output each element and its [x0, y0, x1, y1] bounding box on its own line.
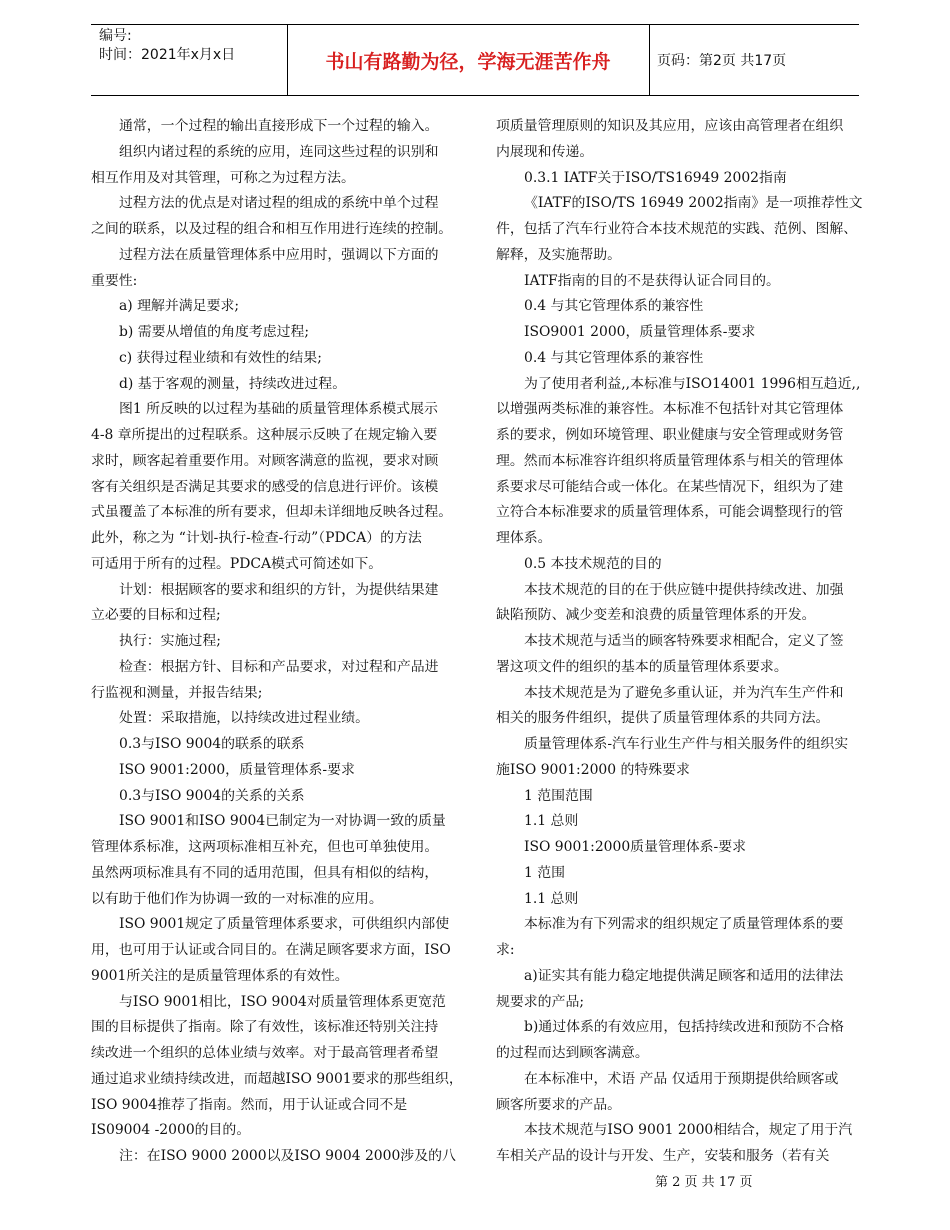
text-line: d) 基于客观的测量，持续改进过程。: [119, 375, 347, 392]
text-line: 虽然两项标准具有不同的适用范围，但具有相似的结构，: [91, 864, 439, 881]
text-line: 处置：采取措施，以持续改进过程业绩。: [119, 710, 370, 727]
text-line: 用，也可用于认证或合同目的。在满足顾客要求方面，ISO: [91, 942, 451, 958]
text-line: 署这项文件的组织的基本的质量管理体系要求。: [496, 658, 788, 675]
text-line: 质量管理体系-汽车行业生产件与相关服务件的组织实: [524, 736, 849, 752]
text-line: 件，包括了汽车行业符合本技术规范的实践、范例、图解、: [496, 221, 858, 237]
text-line: ISO 9001规定了质量管理体系要求，可供组织内部使: [119, 916, 450, 933]
text-line: IATF指南的目的不是获得认证合同目的。: [524, 272, 780, 289]
text-line: 围的目标提供了指南。除了有效性，该标准还特别关注持: [91, 1019, 439, 1036]
text-line: 车相关产品的设计与开发、生产，安装和服务（若有关: [496, 1148, 830, 1164]
text-line: 的过程而达到顾客满意。: [496, 1045, 649, 1061]
text-line: 管理体系标准，这两项标准相互补充，但也可单独使用。: [91, 839, 439, 855]
text-line: 施ISO 9001:2000 的特殊要求: [496, 761, 690, 778]
text-line: ISO 9001:2000质量管理体系-要求: [524, 839, 747, 855]
text-line: 0.3与ISO 9004的关系的关系: [119, 787, 305, 804]
text-line: 相互作用及对其管理，可称之为过程方法。: [91, 169, 355, 186]
text-line: 理。然而本标准容许组织将质量管理体系与相关的管理体: [496, 452, 844, 469]
document-number-label: 编号:: [99, 28, 132, 44]
document-time: 时间：2021年x月x日: [99, 47, 236, 63]
header-divider: [649, 25, 650, 95]
header-page-info: 页码：第2页 共17页: [657, 53, 787, 69]
text-line: 注：在ISO 9000 2000以及ISO 9004 2000涉及的八: [119, 1148, 456, 1164]
text-line: b)通过体系的有效应用，包括持续改进和预防不合格: [524, 1019, 844, 1036]
text-line: 在本标准中，术语 产品 仅适用于预期提供给顾客或: [524, 1070, 839, 1087]
text-line: 系的要求，例如环境管理、职业健康与安全管理或财务管: [496, 427, 844, 443]
text-line: 过程方法在质量管理体系中应用时，强调以下方面的: [119, 246, 439, 263]
text-line: 行监视和测量，并报告结果;: [91, 684, 263, 701]
text-line: 本技术规范与适当的顾客特殊要求相配合，定义了签: [524, 633, 844, 649]
text-line: 0.3.1 IATF关于ISO/TS16949 2002指南: [524, 169, 787, 186]
text-line: 缺陷预防、减少变差和浪费的质量管理体系的开发。: [496, 607, 816, 624]
text-line: 9001所关注的是质量管理体系的有效性。: [91, 967, 349, 984]
text-line: 相关的服务件组织，提供了质量管理体系的共同方法。: [496, 710, 830, 727]
text-line: 0.4 与其它管理体系的兼容性: [524, 298, 704, 315]
text-line: 1.1 总则: [524, 890, 579, 907]
text-line: 项质量管理原则的知识及其应用，应该由高管理者在组织: [496, 118, 844, 134]
text-line: 解释，及实施帮助。: [496, 246, 622, 263]
text-line: 续改进一个组织的总体业绩与效率。对于最高管理者希望: [91, 1045, 439, 1061]
page-footer: 第 2 页 共 17 页: [655, 1175, 753, 1190]
header-meta: [99, 27, 289, 65]
text-line: 重要性:: [91, 272, 138, 289]
header-motto: 书山有路勤为径，学海无涯苦作舟: [325, 50, 611, 73]
text-line: 过程方法的优点是对诸过程的组成的系统中单个过程: [119, 195, 439, 212]
text-line: 1.1 总则: [524, 813, 579, 830]
text-line: 可适用于所有的过程。PDCA模式可简述如下。: [91, 555, 383, 572]
text-line: 计划：根据顾客的要求和组织的方针，为提供结果建: [119, 581, 439, 598]
left-text-column: [91, 114, 473, 1170]
text-line: ISO 9001:2000，质量管理体系-要求: [119, 761, 355, 778]
text-line: 以增强两类标准的兼容性。本标准不包括针对其它管理体: [496, 401, 844, 418]
text-line: 与ISO 9001相比，ISO 9004对质量管理体系更宽范: [119, 993, 446, 1010]
text-line: b) 需要从增值的角度考虑过程;: [119, 324, 310, 340]
text-line: 立必要的目标和过程;: [91, 607, 221, 624]
text-line: 图1 所反映的以过程为基础的质量管理体系模式展示: [119, 401, 438, 418]
text-line: 通常，一个过程的输出直接形成下一个过程的输入。: [119, 118, 439, 134]
text-line: 顾客所要求的产品。: [496, 1096, 622, 1113]
text-line: 通过追求业绩持续改进，而超越ISO 9001要求的那些组织，: [91, 1070, 463, 1087]
text-line: 规要求的产品;: [496, 993, 585, 1010]
text-line: ISO 9004推荐了指南。然而，用于认证或合同不是: [91, 1096, 408, 1113]
text-line: ISO 9001和ISO 9004已制定为一对协调一致的质量: [119, 813, 446, 830]
text-line: 内展现和传递。: [496, 143, 594, 160]
text-line: 以有助于他们作为协调一致的一对标准的应用。: [91, 890, 383, 907]
text-line: 之间的联系，以及过程的组合和相互作用进行连续的控制。: [91, 221, 453, 237]
text-line: 此外，称之为 “计划-执行-检查-行动”（PDCA）的方法: [91, 530, 422, 546]
right-text-column: [496, 114, 888, 1170]
text-line: ISO9001 2000，质量管理体系-要求: [524, 324, 756, 340]
text-line: 求:: [496, 942, 515, 958]
text-line: 客有关组织是否满足其要求的感受的信息进行评价。该模: [91, 478, 439, 495]
text-line: a)证实其有能力稳定地提供满足顾客和适用的法律法: [524, 967, 844, 984]
text-line: 本技术规范的目的在于供应链中提供持续改进、加强: [524, 581, 844, 598]
text-line: 组织内诸过程的系统的应用，连同这些过程的识别和: [119, 143, 439, 160]
text-line: 本技术规范与ISO 9001 2000相结合，规定了用于汽: [524, 1122, 853, 1139]
text-line: 0.3与ISO 9004的联系的联系: [119, 736, 305, 752]
text-line: 《IATF的ISO/TS 16949 2002指南》是一项推荐性文: [524, 195, 863, 212]
text-line: a) 理解并满足要求;: [119, 298, 240, 315]
text-line: c) 获得过程业绩和有效性的结果;: [119, 349, 322, 366]
text-line: 1 范围范围: [524, 787, 593, 804]
text-line: 本标准为有下列需求的组织规定了质量管理体系的要: [524, 916, 844, 933]
text-line: IS09004 -2000的目的。: [91, 1122, 251, 1139]
text-line: 4-8 章所提出的过程联系。这种展示反映了在规定输入要: [91, 427, 438, 443]
text-line: 为了使用者利益,,本标准与ISO14001 1996相互趋近,,: [524, 375, 861, 392]
text-line: 式虽覆盖了本标准的所有要求，但却未详细地反映各过程。: [91, 504, 453, 521]
text-line: 检查：根据方针、目标和产品要求，对过程和产品进: [119, 658, 439, 675]
text-line: 本技术规范是为了避免多重认证，并为汽车生产件和: [524, 684, 844, 701]
text-line: 执行：实施过程;: [119, 633, 221, 649]
text-line: 系要求尽可能结合或一体化。在某些情况下，组织为了建: [496, 478, 844, 495]
text-line: 求时，顾客起着重要作用。对顾客满意的监视，要求对顾: [91, 452, 439, 469]
text-line: 理体系。: [496, 530, 552, 546]
page-header: [91, 24, 859, 96]
text-line: 1 范围: [524, 864, 566, 881]
text-line: 0.4 与其它管理体系的兼容性: [524, 349, 704, 366]
text-line: 0.5 本技术规范的目的: [524, 555, 662, 572]
text-line: 立符合本标准要求的质量管理体系，可能会调整现行的管: [496, 504, 844, 521]
